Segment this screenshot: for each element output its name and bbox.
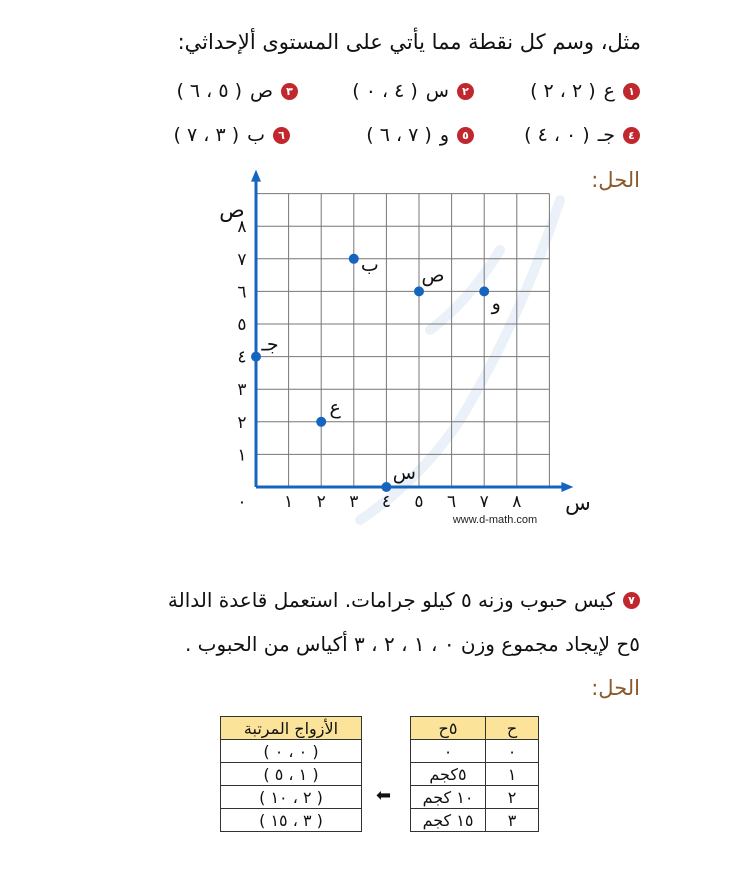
x-tick-label: ٧ [479, 492, 489, 512]
item-label: ب [247, 124, 265, 146]
cell: ١٥ كجم [411, 809, 486, 832]
item-coord: ( ٧ ، ٦ ) [366, 124, 432, 146]
item-label: و [439, 124, 449, 146]
table-row [411, 763, 539, 786]
table-row [411, 740, 539, 763]
ordered-pairs-table [220, 716, 362, 832]
y-tick-label: ٧ [237, 249, 247, 270]
y-tick-label: ١ [237, 445, 247, 466]
item-coord: ( ٣ ، ٧ ) [173, 124, 240, 146]
table-row [221, 763, 362, 786]
cell: ٠ [486, 740, 539, 763]
point-label: جـ [261, 333, 279, 356]
grid [256, 194, 549, 487]
cell: ( ٢ ، ١٠ ) [221, 786, 362, 809]
point-label: ص [421, 264, 445, 287]
cell: ١ [486, 763, 539, 786]
cell: ٣ [486, 809, 539, 832]
item-number-badge: ٥ [457, 127, 474, 144]
item-label: ص [250, 80, 273, 102]
point-label: س [392, 462, 417, 484]
item-label: س [425, 80, 449, 102]
item-number-badge: ٦ [273, 127, 290, 144]
item-coord: ( ٠ ، ٤ ) [524, 124, 590, 146]
cell: ١٠ كجم [411, 786, 486, 809]
y-tick-label: ٥ [237, 315, 247, 335]
question-line-2: ٥ح لإيجاد مجموع وزن ٠ ، ١ ، ٢ ، ٣ أكياس من الحبوب . [184, 632, 640, 656]
y-tick-label: ٣ [237, 380, 247, 401]
y-axis-label: ص [219, 198, 245, 222]
y-axis-arrow-icon [251, 170, 261, 182]
watermark [360, 200, 560, 520]
point-label: و [491, 292, 501, 315]
question-7 [168, 588, 640, 612]
cell: ٢ [486, 786, 539, 809]
cell: ( ٣ ، ١٥ ) [221, 809, 362, 832]
table-header-row [221, 717, 362, 740]
x-tick-label: ١ [284, 492, 294, 512]
item-coord: ( ٢ ، ٢ ) [530, 80, 596, 102]
table-row [221, 809, 362, 832]
y-tick-label: ٨ [237, 217, 247, 238]
item-number-badge: ٣ [281, 83, 298, 100]
table-header-row [411, 717, 539, 740]
x-tick-label: ٦ [447, 492, 457, 512]
source-credit: www.d-math.com [452, 514, 538, 526]
item-number-badge: ١ [623, 83, 640, 100]
item-label: جـ [597, 124, 615, 146]
table-row [411, 809, 539, 832]
table-row [411, 786, 539, 809]
exercise-intro: مثل، وسم كل نقطة مما يأتي على المستوى ألإحداثي: [177, 30, 641, 54]
question-number-badge: ٧ [623, 592, 640, 609]
point-marker [251, 352, 261, 362]
cell: ( ١ ، ٥ ) [221, 763, 362, 786]
header-pairs: الأزواج المرتبة [221, 717, 362, 740]
x-tick-label: ٢ [316, 492, 326, 512]
x-tick-label: ٤ [381, 492, 391, 512]
x-tick-label: ٠ [237, 492, 247, 512]
point-marker [414, 286, 424, 296]
item-number-badge: ٤ [623, 127, 640, 144]
x-axis-label: س [565, 491, 591, 515]
header-h: ح [486, 717, 539, 740]
item-number-badge: ٢ [457, 83, 474, 100]
solution-label-2: الحل: [591, 676, 640, 700]
arrow-left-icon: ⬅ [376, 785, 392, 806]
question-line-1: كيس حبوب وزنه ٥ كيلو جرامات. استعمل قاعدة الدالة [167, 588, 615, 612]
item-coord: ( ٥ ، ٦ ) [176, 80, 243, 102]
solution-label: الحل: [591, 168, 640, 192]
cell: ٥كجم [411, 763, 486, 786]
item-coord: ( ٤ ، ٠ ) [352, 80, 418, 102]
header-5h: ٥ح [411, 717, 486, 740]
point-marker [479, 286, 489, 296]
y-tick-label: ٤ [237, 347, 247, 368]
cell: ( ٠ ، ٠ ) [221, 740, 362, 763]
point-label: ع [329, 396, 341, 419]
point-marker [349, 254, 359, 264]
table-row [221, 740, 362, 763]
cell: ٠ [411, 740, 486, 763]
y-tick-label: ٦ [237, 282, 247, 303]
x-tick-label: ٣ [349, 492, 359, 512]
point-marker [316, 417, 326, 427]
item-label: ع [603, 80, 615, 102]
tick-labels [237, 217, 521, 512]
x-tick-label: ٥ [414, 492, 424, 512]
function-table [410, 716, 539, 832]
point-label: ب [360, 253, 379, 276]
y-tick-label: ٢ [237, 412, 247, 433]
axes [251, 170, 573, 492]
table-row [221, 786, 362, 809]
point-marker [381, 482, 391, 492]
x-tick-label: ٨ [512, 492, 522, 512]
